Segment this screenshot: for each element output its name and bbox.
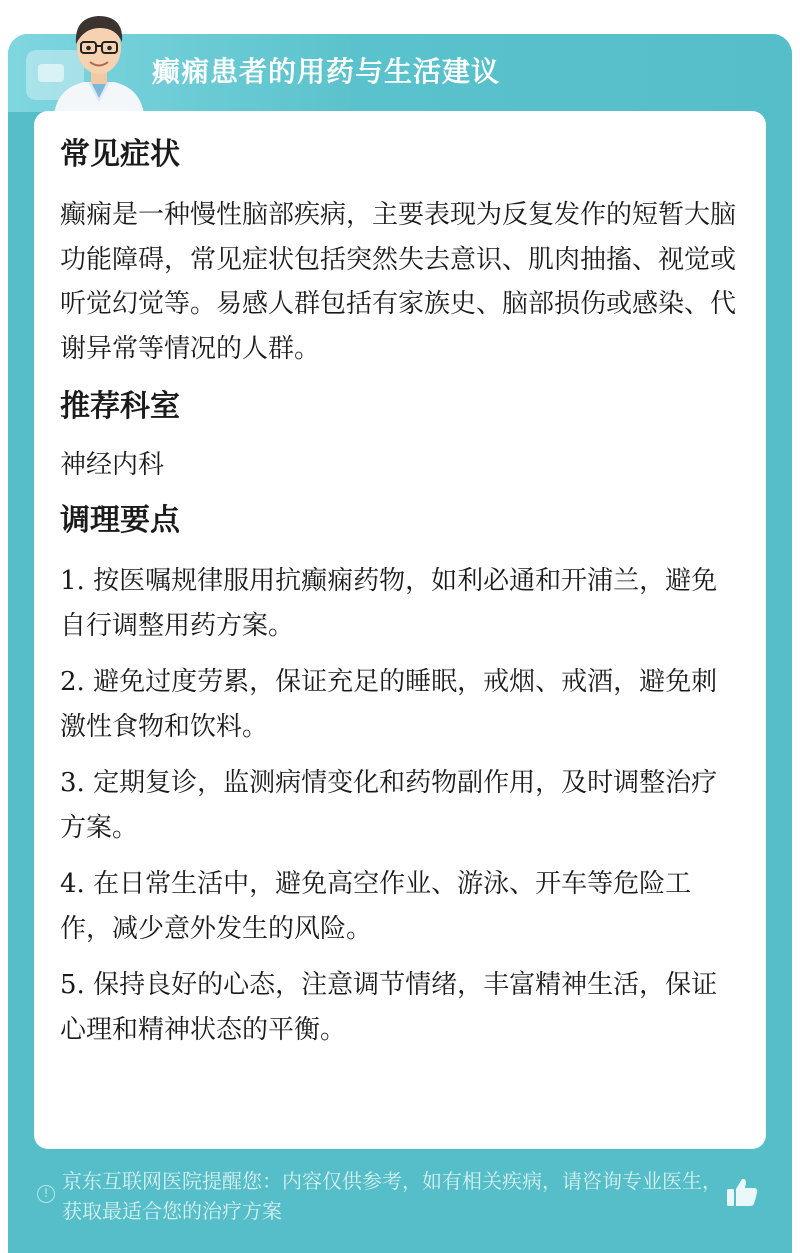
symptoms-heading: 常见症状 bbox=[60, 137, 180, 172]
care-tip bbox=[60, 559, 740, 648]
tip-number: 2. bbox=[60, 667, 85, 697]
care-tip bbox=[60, 761, 740, 850]
tip-number: 3. bbox=[60, 768, 85, 798]
symptoms-text: 癫痫是一种慢性脑部疾病，主要表现为反复发作的短暂大脑功能障碍，常见症状包括突然失去意识、肌肉抽搐、视觉或听觉幻觉等。易感人群包括有家族史、脑部损伤或感染、代谢异常等情况的人群。 bbox=[60, 200, 737, 364]
care-tip bbox=[60, 963, 740, 1052]
disclaimer-text: 京东互联网医院提醒您：内容仅供参考，如有相关疾病，请咨询专业医生，获取最适合您的治疗方案 bbox=[62, 1169, 722, 1223]
tip-number: 1. bbox=[60, 566, 85, 596]
page-title: 癫痫患者的用药与生活建议 bbox=[152, 55, 501, 88]
tip-text: 按医嘱规律服用抗癫痫药物，如利必通和开浦兰，避免自行调整用药方案。 bbox=[60, 566, 718, 641]
tip-text: 避免过度劳累，保证充足的睡眠，戒烟、戒酒，避免刺激性食物和饮料。 bbox=[60, 667, 718, 742]
care-tip bbox=[60, 862, 740, 951]
thumbs-up-icon[interactable] bbox=[724, 1174, 760, 1210]
department-text: 神经内科 bbox=[60, 450, 165, 480]
tip-text: 保持良好的心态，注意调节情绪，丰富精神生活，保证心理和精神状态的平衡。 bbox=[60, 970, 718, 1045]
footer bbox=[8, 1156, 792, 1253]
care-tip bbox=[60, 660, 740, 749]
tip-number: 5. bbox=[60, 970, 85, 1000]
info-icon: ! bbox=[37, 1185, 55, 1203]
tip-text: 定期复诊，监测病情变化和药物副作用，及时调整治疗方案。 bbox=[60, 768, 718, 843]
tip-text: 在日常生活中，避免高空作业、游泳、开车等危险工作，减少意外发生的风险。 bbox=[60, 869, 692, 944]
care-heading: 调理要点 bbox=[60, 503, 180, 538]
department-heading: 推荐科室 bbox=[60, 389, 180, 424]
advice-card bbox=[34, 111, 766, 1149]
tip-number: 4. bbox=[60, 869, 85, 899]
doctor-avatar bbox=[44, 6, 154, 114]
